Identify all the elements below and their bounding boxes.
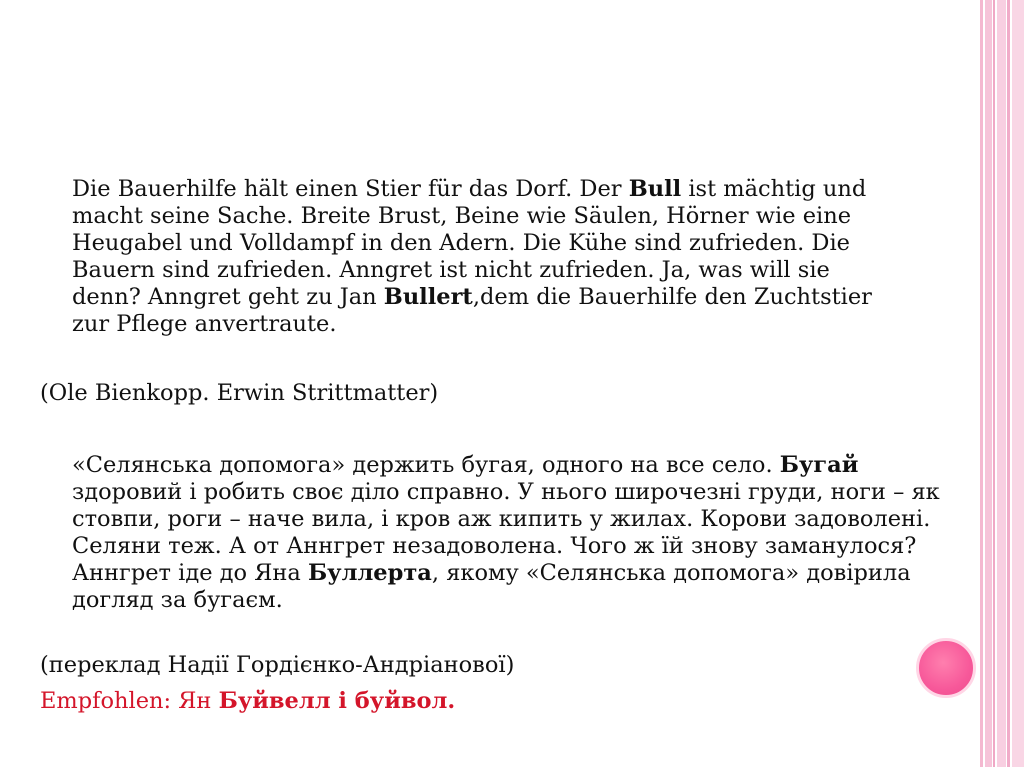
- recommendation-line: [40, 688, 455, 715]
- decorative-circle: [916, 638, 976, 698]
- decorative-stripe: [1012, 0, 1024, 767]
- german-passage-text: Die Bauerhilfe hält einen Stier für das Dorf. Der: [72, 176, 629, 202]
- recommendation-prefix: Empfohlen: Ян: [40, 688, 219, 714]
- ukrainian-passage-text: здоровий і робить своє діло справно. У нього широчезні груди, ноги – як стовпи, роги – наче вила, і кров аж кипить у жилах. Корови задоволені. Селяни теж. А от Аннгрет незадоволена. Чого ж їй знову заманулося? Аннгрет іде до Яна: [72, 479, 940, 586]
- ukrainian-passage-text: «Селянська допомога» держить бугая, одного на все село.: [72, 452, 780, 478]
- recommendation-bold: Буйвелл і буйвол.: [218, 688, 456, 714]
- german-passage-text: ,dem die Bauerhilfe den Zuchtstier zur Pflege anvertraute.: [72, 284, 872, 337]
- german-source-citation: (Ole Bienkopp. Erwin Strittmatter): [40, 380, 439, 406]
- decorative-stripe: [985, 0, 992, 767]
- ukrainian-passage-text: , якому «Селянська допомога» довірила догляд за бугаєм.: [72, 560, 911, 613]
- decorative-stripe: [1007, 0, 1010, 767]
- german-passage-bold-name: Bullert: [383, 284, 473, 310]
- decorative-stripe: [993, 0, 995, 767]
- german-passage: [72, 176, 872, 338]
- german-passage-bold-term: Bull: [628, 176, 682, 202]
- ukrainian-passage-bold-name: Буллерта: [307, 560, 432, 586]
- ukrainian-source-citation: (переклад Надії Гордієнко-Андріанової): [40, 652, 515, 678]
- german-passage-text: ist mächtig und macht seine Sache. Breite Brust, Beine wie Säulen, Hörner wie eine Heugabel und Volldampf in den Adern. Die Kühe sind zufrieden. Die Bauern sind zufrieden. Anngret ist nicht zufrieden. Ja, was will sie denn? Anngret geht zu Jan: [72, 176, 867, 310]
- ukrainian-passage-bold-term: Бугай: [779, 452, 859, 478]
- decorative-stripe: [980, 0, 983, 767]
- decorative-stripe: [997, 0, 1006, 767]
- ukrainian-passage: [72, 452, 942, 614]
